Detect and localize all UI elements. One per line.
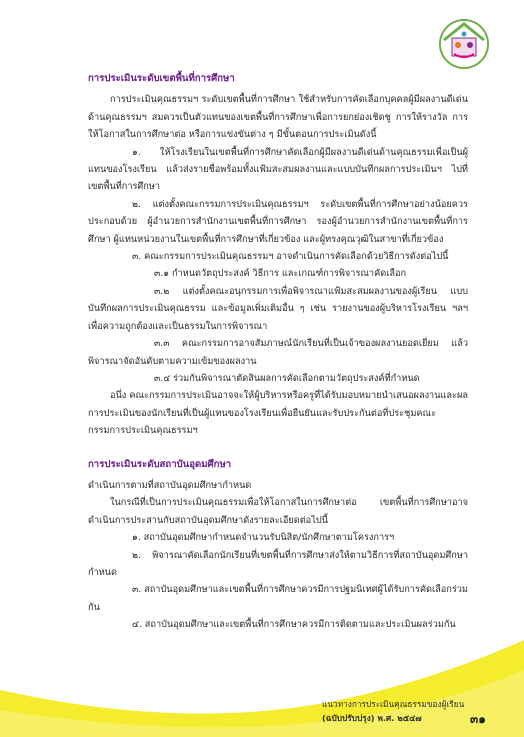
footer-title: แนวทางการประเมินคุณธรรมของผู้เรียน [322, 699, 465, 709]
main-content [88, 70, 468, 634]
paragraph: ในกรณีที่เป็นการประเมินคุณธรรมเพื่อให้โอกาสในการศึกษาต่อ เขตพื้นที่การศึกษาอาจดำเนินการประสานกับสถาบันอุดมศึกษาดังรายละเอียดต่อไปนี้ [88, 497, 468, 526]
sub-list-item: ๓.๑ กำหนดวัตถุประสงค์ วิธีการ และเกณฑ์การพิจารณาคัดเลือก [154, 268, 407, 280]
section-heading-district: การประเมินระดับเขตพื้นที่การศึกษา [88, 73, 235, 84]
list-item: ๔. สถาบันอุดมศึกษาและเขตพื้นที่การศึกษาควรมีการติดตามและประเมินผลร่วมกัน [132, 619, 456, 631]
list-item: ๓. สถาบันอุดมศึกษาและเขตพื้นที่การศึกษาควรมีการปฐมนิเทศผู้ได้รับการคัดเลือกร่วมกัน [88, 584, 468, 613]
sub-list-item: ๓.๔ ร่วมกันพิจารณาตัดสินผลการคัดเลือกตามวัตถุประสงค์ที่กำหนด [154, 372, 420, 384]
footer-edition: (ฉบับปรับปรุง) พ.ศ. ๒๕๔๗ [322, 713, 422, 723]
paragraph: อนึ่ง คณะกรรมการประเมินอาจจะให้ผู้บริหารหรือครูที่ได้รับมอบหมายนำเสนอผลงานและผลการประเมินของนักเรียนที่เป็นผู้แทนของโรงเรียนเพื่อยืนยันและรับประกันต่อที่ประชุมคณะกรรมการประเมินคุณธรรมฯ [88, 390, 468, 437]
list-item: ๒. แต่งตั้งคณะกรรมการประเมินคุณธรรมฯ ระดับเขตพื้นที่การศึกษาอย่างน้อยควรประกอบด้วย ผู้อำนวยการสำนักงานเขตพื้นที่การศึกษา รองผู้อำนวยการสำนักงานเขตพื้นที่การศึกษา ผู้แทนหน่วยงานในเขตพื้นที่การศึกษาที่เกี่ยวข้อง และผู้ทรงคุณวุฒิในสาขาที่เกี่ยวข้อง [88, 198, 468, 245]
page-number: ๓๑ [470, 712, 486, 726]
footer-caption [322, 697, 482, 725]
list-item: ๒. พิจารณาคัดเลือกนักเรียนที่เขตพื้นที่การศึกษาส่งให้ตามวิธีการที่สถาบันอุดมศึกษากำหนด [88, 549, 468, 578]
sub-list-item: ๓.๒ แต่งตั้งคณะอนุกรรมการเพื่อพิจารณาแฟ้มสะสมผลงานของผู้เรียน แบบบันทึกผลการประเมินคุณธรรม และข้อมูลเพิ่มเติมอื่น ๆ เช่น รายงานของผู้บริหารโรงเรียน ฯลฯ เพื่อความถูกต้องและเป็นธรรมในการพิจารณา [88, 285, 468, 332]
list-item: ๑. สถาบันอุดมศึกษากำหนดจำนวนรับนิสิต/นักศึกษาตามโครงการฯ [132, 532, 395, 544]
paragraph: การประเมินคุณธรรมฯ ระดับเขตพื้นที่การศึกษา ใช้สำหรับการคัดเลือกบุคคลผู้มีผลงานดีเด่นด้านคุณธรรมฯ สมควรเป็นตัวแทนของเขตพื้นที่การศึกษาเพื่อการยกย่องเชิดชู การให้รางวัล การให้โอกาสในการศึกษาต่อ หรือการแข่งขันต่าง ๆ มีขั้นตอนการประเมินดังนี้ [88, 94, 468, 141]
list-item: ๓. คณะกรรมการประเมินคุณธรรมฯ อาจดำเนินการคัดเลือกด้วยวิธีการดังต่อไปนี้ [132, 251, 449, 263]
sub-list-item: ๓.๓ คณะกรรมการอาจสัมภาษณ์นักเรียนที่เป็นเจ้าของผลงานยอดเยี่ยม แล้วพิจารณาจัดอันดับตามความเข้มของผลงาน [88, 338, 468, 367]
paragraph: ดำเนินการตามที่สถาบันอุดมศึกษากำหนด [88, 479, 252, 491]
section-heading-university: การประเมินระดับสถาบันอุดมศึกษา [88, 458, 232, 470]
emblem-logo-icon [430, 10, 498, 78]
list-item: ๑. ให้โรงเรียนในเขตพื้นที่การศึกษาคัดเลือกผู้มีผลงานดีเด่นด้านคุณธรรมเพื่อเป็นผู้แทนของโรงเรียน แล้วส่งรายชื่อพร้อมทั้งแฟ้มสะสมผลงานและแบบบันทึกผลการประเมินฯ ไปที่เขตพื้นที่การศึกษา [88, 146, 468, 193]
